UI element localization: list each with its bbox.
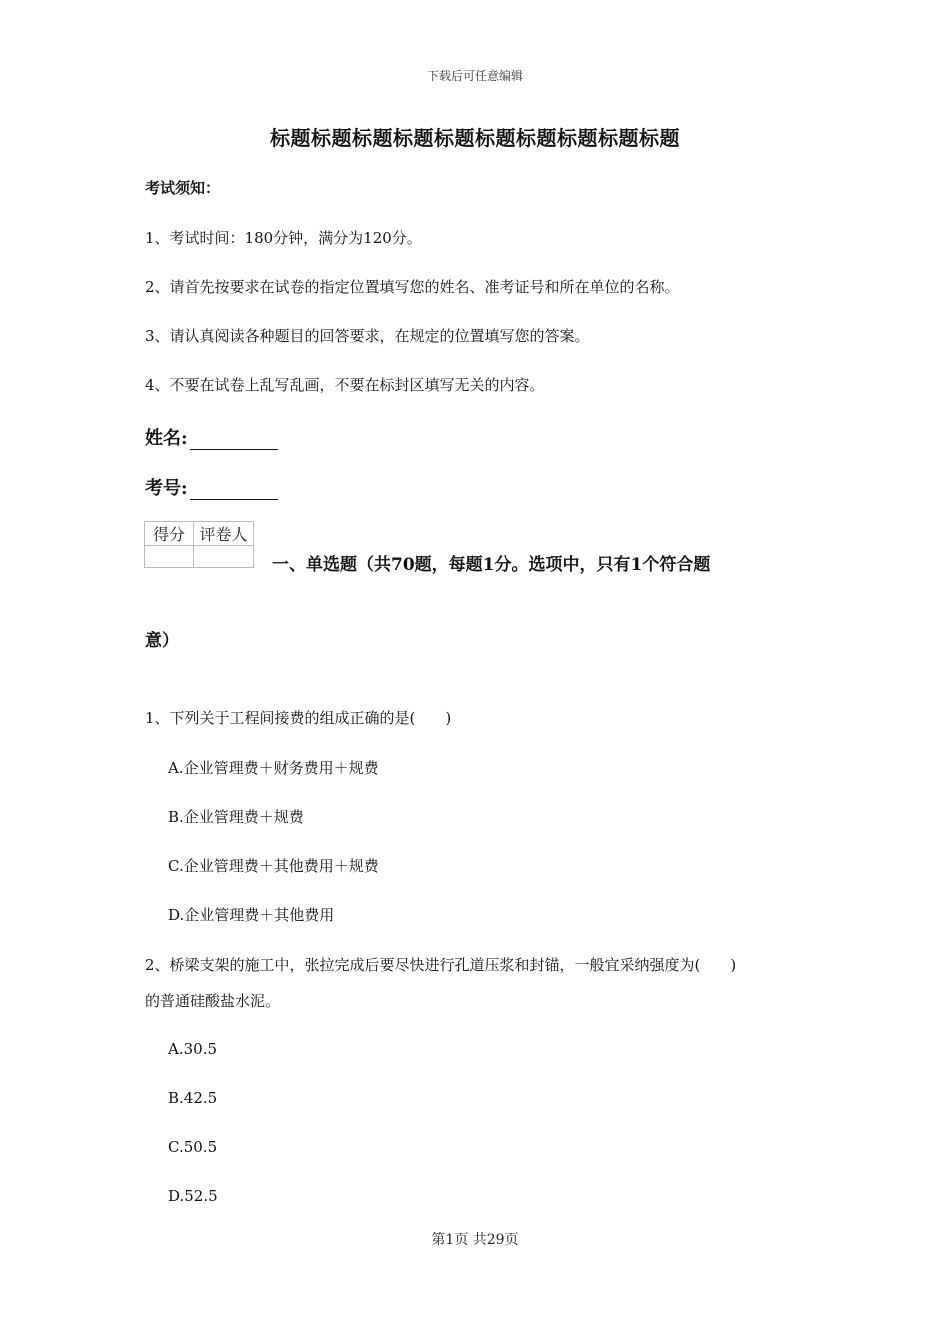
question-option: C.企业管理费＋其他费用＋规费 xyxy=(168,857,379,875)
question-stem-continuation: 的普通硅酸盐水泥。 xyxy=(145,992,281,1010)
grader-header: 评卷人 xyxy=(194,522,254,546)
name-blank[interactable] xyxy=(190,431,278,450)
notice-heading: 考试须知： xyxy=(145,179,221,197)
question-option: A.30.5 xyxy=(168,1040,217,1058)
exam-id-blank[interactable] xyxy=(190,481,278,500)
notice-item: 2、请首先按要求在试卷的指定位置填写您的姓名、准考证号和所在单位的名称。 xyxy=(145,278,680,296)
question-option: A.企业管理费＋财务费用＋规费 xyxy=(168,759,379,777)
name-field xyxy=(145,424,278,450)
name-label: 姓名: xyxy=(145,428,188,449)
question-option: D.企业管理费＋其他费用 xyxy=(168,906,335,924)
notice-item: 3、请认真阅读各种题目的回答要求，在规定的位置填写您的答案。 xyxy=(145,327,590,345)
exam-id-label: 考号: xyxy=(145,478,188,499)
score-cell xyxy=(145,546,194,568)
score-table xyxy=(144,521,254,568)
section-title-continuation: 意） xyxy=(145,631,179,651)
header-note: 下载后可任意编辑 xyxy=(426,69,523,83)
section-title: 一、单选题（共70题，每题1分。选项中，只有1个符合题 xyxy=(272,555,711,575)
question-option: B.企业管理费＋规费 xyxy=(168,808,304,826)
score-header: 得分 xyxy=(145,522,194,546)
question-stem: 2、桥梁支架的施工中，张拉完成后要尽快进行孔道压浆和封锚，一般宜采纳强度为( ) xyxy=(145,956,737,974)
notice-item: 4、不要在试卷上乱写乱画，不要在标封区填写无关的内容。 xyxy=(145,376,545,394)
page-footer: 第1页 共29页 xyxy=(431,1232,519,1248)
notice-item: 1、考试时间：180分钟，满分为120分。 xyxy=(145,229,422,247)
question-option: B.42.5 xyxy=(168,1089,218,1107)
question-option: D.52.5 xyxy=(168,1187,218,1205)
grader-cell xyxy=(194,546,254,568)
document-title: 标题标题标题标题标题标题标题标题标题标题 xyxy=(270,126,680,150)
question-option: C.50.5 xyxy=(168,1138,218,1156)
question-stem: 1、下列关于工程间接费的组成正确的是( ) xyxy=(145,709,452,727)
exam-id-field xyxy=(145,474,278,500)
